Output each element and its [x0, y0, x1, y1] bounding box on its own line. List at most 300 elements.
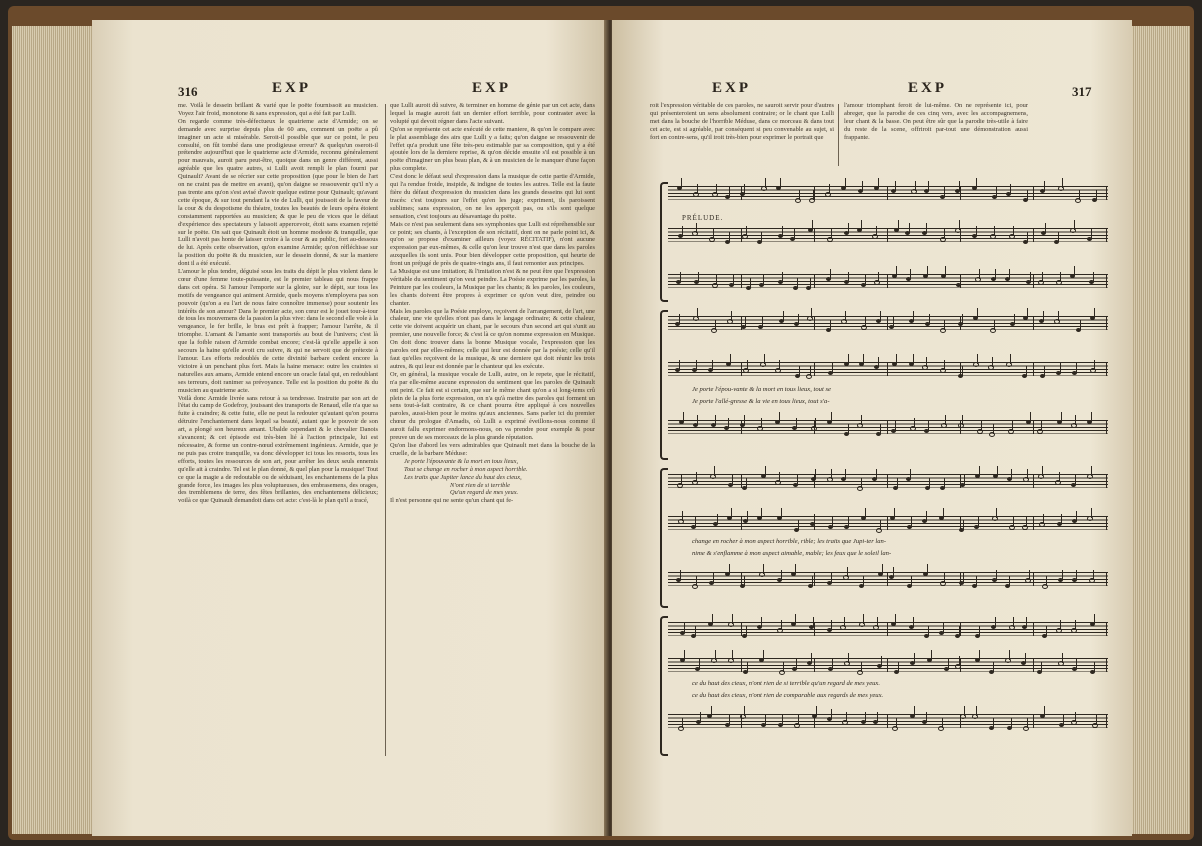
running-head: EXP: [908, 80, 947, 96]
note-stem: [994, 226, 995, 236]
note-stem: [909, 223, 910, 233]
note-stem: [927, 564, 928, 574]
note-stem: [781, 620, 782, 630]
bar-line: [1106, 658, 1107, 672]
note-stem: [744, 184, 745, 194]
running-head: EXP: [272, 80, 311, 96]
note-stem: [962, 314, 963, 324]
note-head: [775, 368, 781, 373]
note-stem: [963, 573, 964, 583]
note-stem: [877, 617, 878, 627]
paragraph: On regarde comme très-défectueux le quatrieme acte d'Armide; on se demande avec surprise depuis plus de 60 ans, comment un poëte a pû imaginer un acte si misérable. Seroit-il possible que sur ce point, le peu consulté, on fût tombé dans une prodigieuse erreur? & quelqu'un oseroit-il prétendre aujourd'hui que le quatrieme acte d'Armide, reconnu généralement pour mauvais, auroit paru peut-être, quoique dans un genre différent, aussi agréable que les quatre autres, si Lulli avoit rempli le plan fourni par Quinault? Avant de se récrier sur cette proposition (que pour le bien de l'art on ne craint pas de mettre en avant), qu'on daigne se ressouvenir qu'il n'y a pas trente ans qu'on s'est avisé d'avoir quelque estime pour Quinault; qu'avant cette époque, & sur tout pendant la vie de Lulli, qui jouissoit de la faveur de la cour & du despotisme du théatre, toutes les beautés de leurs opéra étoient constamment rapportées au musicien; & que le peu de vices que le défaut d'expérience des spectateurs y laissoit appercevoir, étoit sans examen rejetté sur le poëte. On sait que Quinault étoit un homme modeste & tranquille, que Lulli n'avoit pas honte de laisser croire à la cour & au public, fort au-dessous de lui. Après cette observation, qu'on examine Armide; qu'on réfléchisse sur la position du poëte & du musicien, sur le dessein donné, & sur la maniere dont il a été exécuté.: [178, 117, 378, 268]
note-stem: [1011, 718, 1012, 728]
bar-line: [1033, 622, 1034, 636]
lyric-line: change en rocher à mon aspect horrible, rible; les traits que Jupi-ter lan-: [692, 538, 887, 545]
note-stem: [1045, 223, 1046, 233]
note-stem: [798, 520, 799, 530]
verse-line: Je porte l'épouvante & la mort en tous lieux,: [404, 457, 519, 465]
note-head: [728, 658, 734, 663]
note-head: [911, 189, 917, 194]
note-stem: [896, 266, 897, 276]
note-stem: [997, 466, 998, 476]
note-stem: [782, 226, 783, 236]
note-stem: [846, 712, 847, 722]
note-stem: [1076, 570, 1077, 580]
note-head: [827, 237, 833, 242]
note-stem: [881, 656, 882, 666]
note-head: [910, 426, 916, 431]
note-stem: [744, 415, 745, 425]
note-head: [806, 374, 812, 379]
note-head: [1039, 522, 1045, 527]
note-head: [693, 316, 699, 321]
note-stem: [910, 469, 911, 479]
note-head: [678, 726, 684, 731]
note-stem: [913, 311, 914, 321]
note-stem: [697, 308, 698, 318]
note-stem: [878, 357, 879, 367]
bar-line: [1033, 516, 1034, 530]
note-stem: [729, 564, 730, 574]
note-head: [1023, 477, 1029, 482]
bar-line: [814, 622, 815, 636]
note-stem: [978, 517, 979, 527]
note-stem: [959, 626, 960, 636]
note-stem: [944, 573, 945, 583]
bar-line: [814, 362, 815, 376]
note-head: [1058, 186, 1064, 191]
note-stem: [733, 275, 734, 285]
note-head: [1009, 525, 1015, 530]
note-stem: [945, 415, 946, 425]
book-spread: [8, 6, 1194, 840]
note-stem: [848, 653, 849, 663]
note-stem: [830, 269, 831, 279]
note-stem: [865, 712, 866, 722]
note-stem: [1094, 662, 1095, 672]
bar-line: [814, 316, 815, 330]
note-stem: [992, 357, 993, 367]
note-stem: [747, 511, 748, 521]
paragraph: l'amour triomphant feroit de lui-même. On ne représente ici, pour abreger, que la parodie de ces cinq vers, avec les accompagnemens, leur chant & la basse. On peut être sûr que la parodie très-utile à faire du reste de la scene, offriroit par-tout une démonstration aussi frappante.: [844, 102, 1028, 141]
note-stem: [929, 478, 930, 488]
note-stem: [695, 626, 696, 636]
note-stem: [1042, 466, 1043, 476]
note-stem: [1027, 308, 1028, 318]
note-head: [1038, 280, 1044, 285]
note-stem: [697, 184, 698, 194]
note-head: [1092, 723, 1098, 728]
note-stem: [895, 614, 896, 624]
prelude-label: PRÉLUDE.: [682, 214, 724, 222]
note-stem: [979, 626, 980, 636]
note-head: [743, 368, 749, 373]
page-number: 316: [178, 84, 198, 99]
note-stem: [684, 623, 685, 633]
paragraph: me. Voilà le dessein brillant & varié que le poëte fournissoit au musicien. Voyez l'air froid, monotone & sans expression, qui a été fait par Lulli.: [178, 102, 378, 117]
note-stem: [831, 573, 832, 583]
bar-line: [814, 228, 815, 242]
note-stem: [928, 626, 929, 636]
bar-line: [1033, 186, 1034, 200]
bar-line: [1033, 572, 1034, 586]
note-stem: [863, 354, 864, 364]
bar-line: [1106, 622, 1107, 636]
note-stem: [1026, 517, 1027, 527]
note-stem: [715, 650, 716, 660]
note-stem: [811, 653, 812, 663]
note-head: [777, 628, 783, 633]
paragraph: La Musique est une imitation; & l'imitation n'est & ne peut être que l'expression véritable du sentiment qu'on veut peindre. La Poésie exprime par les paroles, la Peinture par les couleurs, la Musique par les chants; & les paroles, les couleurs, les chants doivent être propres à exprimer ce qu'on veut dire, peindre ou chanter.: [390, 268, 595, 307]
bar-line: [814, 274, 815, 288]
note-stem: [746, 226, 747, 236]
note-stem: [876, 226, 877, 236]
note-stem: [1009, 576, 1010, 586]
note-head: [711, 658, 717, 663]
note-stem: [762, 317, 763, 327]
note-stem: [831, 229, 832, 239]
note-stem: [796, 418, 797, 428]
note-stem: [844, 617, 845, 627]
note-stem: [962, 366, 963, 376]
note-stem: [680, 272, 681, 282]
bar-line: [887, 714, 888, 728]
note-stem: [976, 226, 977, 236]
note-stem: [700, 712, 701, 722]
note-stem: [713, 229, 714, 239]
note-stem: [797, 278, 798, 288]
note-stem: [682, 511, 683, 521]
note-stem: [732, 650, 733, 660]
note-head: [775, 480, 781, 485]
note-stem: [761, 418, 762, 428]
note-stem: [976, 706, 977, 716]
note-stem: [730, 354, 731, 364]
column-rule: [838, 104, 839, 166]
note-stem: [747, 360, 748, 370]
paragraph: Mais ce n'est pas seulement dans ses symphonies que Lulli est répréhensible sur ce point; ses chants, à l'exception de son récitatif, dont on ne parle point ici, & qu'on se propose d'examiner ailleurs (voyez RÉCITATIF), n'ont aucune expression par eux-mêmes, & celle qu'on leur trouve n'est que dans les paroles auxquelles ils sont unis. Pour bien développer cette proposition, qui heurte de front un préjugé de près de quatre-vingts ans, il faut remonter aux principes.: [390, 220, 595, 268]
note-stem: [794, 229, 795, 239]
note-stem: [681, 178, 682, 188]
note-stem: [715, 415, 716, 425]
note-stem: [1062, 178, 1063, 188]
note-stem: [882, 564, 883, 574]
note-head: [1038, 474, 1044, 479]
note-stem: [1041, 421, 1042, 431]
note-stem: [1075, 415, 1076, 425]
note-stem: [831, 469, 832, 479]
note-stem: [996, 187, 997, 197]
note-stem: [832, 517, 833, 527]
note-head: [1006, 362, 1012, 367]
note-stem: [763, 564, 764, 574]
note-stem: [1027, 718, 1028, 728]
note-stem: [845, 311, 846, 321]
note-head: [779, 670, 785, 675]
bar-line: [1106, 516, 1107, 530]
note-stem: [1029, 570, 1030, 580]
note-stem: [712, 360, 713, 370]
note-stem: [714, 466, 715, 476]
note-head: [827, 477, 833, 482]
bar-line: [887, 274, 888, 288]
note-stem: [816, 706, 817, 716]
note-stem: [799, 190, 800, 200]
note-stem: [811, 308, 812, 318]
note-stem: [848, 424, 849, 434]
note-head: [710, 474, 716, 479]
note-head: [861, 325, 867, 330]
note-stem: [964, 475, 965, 485]
bar-line: [887, 186, 888, 200]
note-stem: [782, 715, 783, 725]
note-head: [938, 726, 944, 731]
note-stem: [848, 354, 849, 364]
note-stem: [910, 269, 911, 279]
page-edges-left: [12, 26, 92, 834]
note-stem: [944, 320, 945, 330]
note-stem: [798, 314, 799, 324]
note-stem: [1030, 412, 1031, 422]
note-stem: [929, 314, 930, 324]
note-stem: [959, 220, 960, 230]
note-head: [857, 486, 863, 491]
note-stem: [1030, 272, 1031, 282]
note-stem: [763, 650, 764, 660]
note-stem: [696, 360, 697, 370]
note-stem: [1060, 272, 1061, 282]
note-stem: [1027, 232, 1028, 242]
note-stem: [695, 517, 696, 527]
note-stem: [783, 311, 784, 321]
note-stem: [943, 508, 944, 518]
note-stem: [696, 576, 697, 586]
note-stem: [732, 614, 733, 624]
note-stem: [1060, 620, 1061, 630]
note-stem: [1014, 314, 1015, 324]
note-stem: [861, 220, 862, 230]
note-head: [711, 328, 717, 333]
note-stem: [697, 415, 698, 425]
system-brace: [660, 310, 668, 460]
bar-line: [1106, 714, 1107, 728]
note-stem: [865, 275, 866, 285]
note-stem: [977, 308, 978, 318]
note-stem: [831, 412, 832, 422]
note-stem: [876, 469, 877, 479]
note-stem: [945, 266, 946, 276]
note-stem: [896, 354, 897, 364]
note-stem: [796, 659, 797, 669]
note-stem: [1027, 190, 1028, 200]
note-stem: [1046, 626, 1047, 636]
note-stem: [976, 178, 977, 188]
system-brace: [660, 616, 668, 756]
note-stem: [959, 656, 960, 666]
note-head: [727, 319, 733, 324]
bar-line: [1033, 658, 1034, 672]
bar-line: [1106, 572, 1107, 586]
note-stem: [979, 466, 980, 476]
music-system: [612, 310, 1132, 460]
note-stem: [1075, 712, 1076, 722]
note-stem: [813, 617, 814, 627]
note-stem: [711, 706, 712, 716]
note-stem: [994, 320, 995, 330]
note-stem: [795, 564, 796, 574]
lyric-line: ce du haut des cieux, n'ont rien de si terrible qu'un regard de mes yeux.: [692, 680, 881, 687]
note-stem: [731, 311, 732, 321]
note-stem: [1026, 366, 1027, 376]
note-stem: [926, 511, 927, 521]
text-column-2: [844, 102, 1028, 174]
note-stem: [746, 478, 747, 488]
note-stem: [781, 508, 782, 518]
lyric-line: ce du haut des cieux, n'ont rien de comparable aux regards de mes yeux.: [692, 692, 884, 699]
note-stem: [845, 178, 846, 188]
note-stem: [964, 706, 965, 716]
note-head: [941, 423, 947, 428]
note-stem: [915, 181, 916, 191]
note-stem: [698, 272, 699, 282]
note-head: [1075, 198, 1081, 203]
note-stem: [914, 653, 915, 663]
note-stem: [682, 718, 683, 728]
note-head: [825, 192, 831, 197]
note-stem: [861, 662, 862, 672]
paragraph: Voilà donc Armide livrée sans retour à sa tendresse. Instruite par son art de l'état du camp de Godefroy, jouissant des transports de Renaud, elle n'a que sa fuite à craindre; & cette fuite, elle ne peut la redouter qu'autant qu'on pourra détruire l'enchantement dans lequel sa beauté, autant que le pouvoir de son art, a plongé son heureux amant. Ubalde cependant & le chevalier Danois s'avancent; & cet épisode est très-bien lié à l'action principale, lui est nécessaire, & forme un contre-nœud extrêmement ingénieux. Armide, que je ne puis pas croire tranquille, va donc développer ici tous les ressorts, tous les efforts, toutes les ressources de son art, pour arrêter les deux seuls ennemis qu'elle ait à craindre. Tel est le plan donné, & quel plan pour la musique! Tout ce que la magie a de redoutable ou de séduisant, les enchantemens de la plus grande force, les images les plus voluptueuses, des embrasemens, des orages, des tremblemens de terre, des fêtes brillantes, des enchantemens délicieux; voilà ce que Quinault demandoit dans cet acte: c'est-là le plan qu'il a tracé,: [178, 394, 378, 505]
note-stem: [696, 472, 697, 482]
note-stem: [877, 712, 878, 722]
bar-line: [887, 622, 888, 636]
note-stem: [1041, 662, 1042, 672]
note-stem: [1094, 308, 1095, 318]
bar-line: [1106, 228, 1107, 242]
note-stem: [1063, 715, 1064, 725]
note-stem: [716, 275, 717, 285]
bar-line: [1106, 186, 1107, 200]
note-stem: [943, 623, 944, 633]
note-stem: [931, 650, 932, 660]
note-stem: [729, 715, 730, 725]
note-stem: [763, 275, 764, 285]
note-stem: [1044, 706, 1045, 716]
note-stem: [1076, 511, 1077, 521]
note-stem: [1013, 617, 1014, 627]
note-stem: [996, 508, 997, 518]
note-head: [761, 186, 767, 191]
note-stem: [810, 278, 811, 288]
bar-line: [887, 658, 888, 672]
bar-line: [1106, 420, 1107, 434]
verse-line: Les traits que Jupiter lance du haut des cieux,: [404, 473, 522, 481]
text-column-2: [390, 102, 595, 766]
note-stem: [898, 662, 899, 672]
note-head: [1025, 578, 1031, 583]
note-stem: [913, 617, 914, 627]
note-stem: [948, 659, 949, 669]
note-stem: [1010, 354, 1011, 364]
note-stem: [1058, 311, 1059, 321]
note-stem: [962, 415, 963, 425]
note-stem: [895, 421, 896, 431]
note-stem: [797, 475, 798, 485]
bar-line: [887, 474, 888, 488]
note-stem: [1013, 226, 1014, 236]
paragraph: Qu'on lise d'abord les vers admirables que Quinault met dans la bouche de la cruelle, de la barbare Méduse:: [390, 441, 595, 457]
note-stem: [744, 706, 745, 716]
note-stem: [795, 614, 796, 624]
note-stem: [798, 715, 799, 725]
paragraph: Il n'est personne qui ne sente qu'un chant qui fe-: [390, 497, 514, 505]
note-stem: [926, 712, 927, 722]
bar-line: [741, 362, 742, 376]
note-stem: [679, 314, 680, 324]
note-head: [1009, 234, 1015, 239]
note-stem: [779, 360, 780, 370]
note-head: [990, 328, 996, 333]
note-stem: [926, 223, 927, 233]
note-stem: [926, 357, 927, 367]
note-stem: [815, 469, 816, 479]
note-stem: [865, 317, 866, 327]
note-head: [940, 237, 946, 242]
note-stem: [928, 181, 929, 191]
note-stem: [830, 320, 831, 330]
note-stem: [979, 269, 980, 279]
bar-line: [1033, 420, 1034, 434]
note-head: [678, 519, 684, 524]
lyric-line: Je porte l'épou-vante & la mort en tous lieux, tout se: [692, 386, 831, 393]
note-stem: [717, 514, 718, 524]
note-stem: [845, 469, 846, 479]
note-stem: [993, 718, 994, 728]
note-stem: [863, 576, 864, 586]
note-stem: [898, 220, 899, 230]
note-stem: [880, 311, 881, 321]
note-stem: [779, 472, 780, 482]
note-stem: [993, 424, 994, 434]
note-stem: [1010, 184, 1011, 194]
verse-line: Tout se change en rocher à mon aspect horrible.: [404, 465, 528, 473]
right-page: [612, 20, 1132, 836]
note-stem: [1091, 466, 1092, 476]
note-head: [955, 664, 961, 669]
note-stem: [1091, 508, 1092, 518]
note-stem: [716, 184, 717, 194]
note-head: [876, 528, 882, 533]
note-head: [1054, 319, 1060, 324]
column-rule: [385, 104, 386, 756]
note-stem: [894, 508, 895, 518]
note-head: [757, 426, 763, 431]
note-stem: [783, 662, 784, 672]
note-stem: [1080, 320, 1081, 330]
note-stem: [848, 517, 849, 527]
note-stem: [861, 415, 862, 425]
note-head: [759, 572, 765, 577]
note-head: [795, 198, 801, 203]
note-stem: [679, 360, 680, 370]
bar-line: [1033, 274, 1034, 288]
music-system: [612, 616, 1132, 756]
note-stem: [745, 317, 746, 327]
note-stem: [832, 659, 833, 669]
paragraph: roit l'expression véritable de ces paroles, ne sauroit servir pour d'autres qui présenteroient un sens absolument contraire; or le chant que Lulli met dans la bouche de l'horrible Méduse, dans ce morceau & dans tout cet acte, est si agréable, par conséquent si peu convenable au sujet, si fort en contre-sens, qu'il iroit très-bien pour exprimer le portrait que: [650, 102, 834, 141]
note-stem: [914, 418, 915, 428]
note-stem: [1061, 514, 1062, 524]
note-stem: [729, 187, 730, 197]
